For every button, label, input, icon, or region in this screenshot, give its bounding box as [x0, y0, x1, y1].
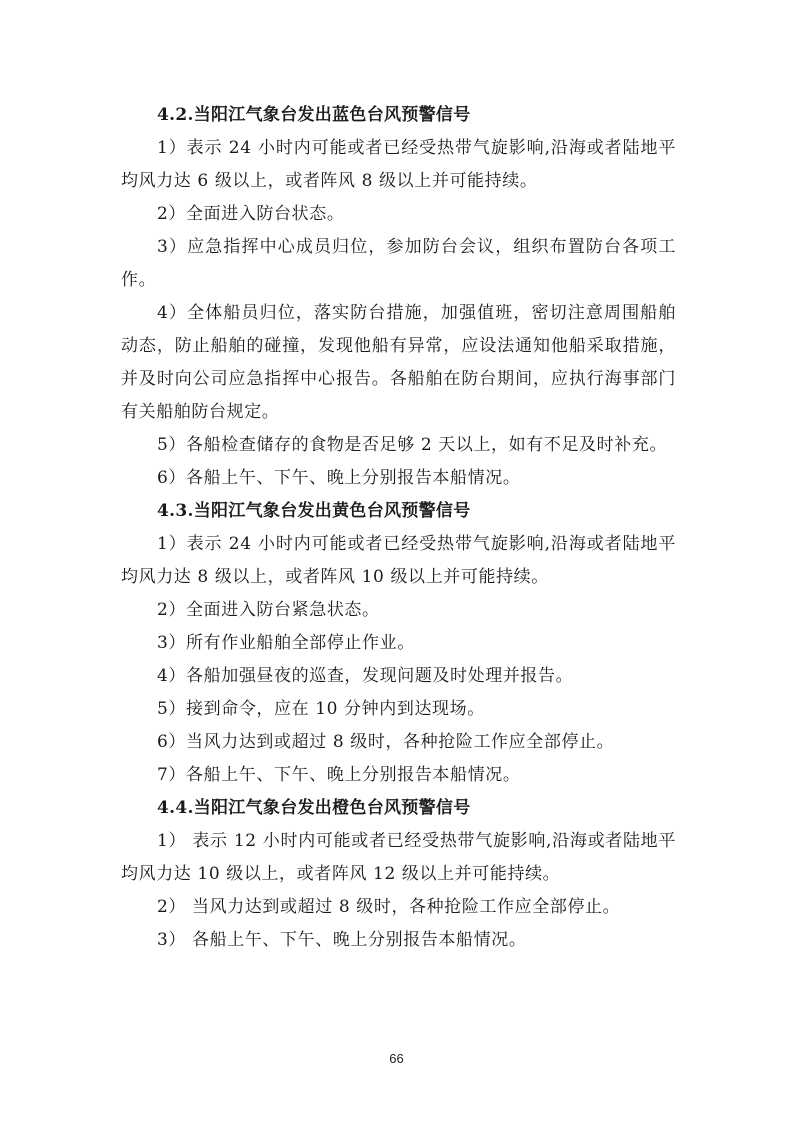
blue-item-2: 2）全面进入防台状态。 [157, 204, 345, 224]
section-heading-yellow: 4.3.当阳江气象台发出黄色台风预警信号 [157, 501, 471, 521]
orange-item-3: 3） 各船上午、下午、晚上分别报告本船情况。 [157, 930, 527, 950]
yellow-item-2: 2）全面进入防台紧急状态。 [157, 600, 380, 620]
yellow-item-6: 6）当风力达到或超过 8 级时，各种抢险工作应全部停止。 [157, 732, 615, 752]
yellow-item-7: 7）各船上午、下午、晚上分别报告本船情况。 [157, 765, 521, 785]
blue-item-1: 1）表示 24 小时内可能或者已经受热带气旋影响,沿海或者陆地平均风力达 6 级以上，或者阵风 8 级以上并可能持续。 [121, 138, 676, 191]
orange-item-2: 2） 当风力达到或超过 8 级时，各种抢险工作应全部停止。 [157, 897, 621, 917]
blue-item-4: 4）全体船员归位，落实防台措施，加强值班，密切注意周围船舶动态，防止船舶的碰撞，发现他船有异常，应设法通知他船采取措施，并及时向公司应急指挥中心报告。各船舶在防台期间，应执行海事部门有关船舶防台规定。 [121, 303, 676, 422]
orange-item-1: 1） 表示 12 小时内可能或者已经受热带气旋影响,沿海或者陆地平均风力达 10 级以上，或者阵风 12 级以上并可能持续。 [121, 831, 676, 884]
section-heading-blue: 4.2.当阳江气象台发出蓝色台风预警信号 [157, 105, 471, 125]
blue-item-5: 5）各船检查储存的食物是否足够 2 天以上，如有不足及时补充。 [157, 435, 668, 455]
document-body [121, 99, 676, 957]
blue-item-3: 3）应急指挥中心成员归位，参加防台会议，组织布置防台各项工作。 [121, 237, 676, 290]
yellow-item-5: 5）接到命令，应在 10 分钟内到达现场。 [157, 699, 485, 719]
blue-item-6: 6）各船上午、下午、晚上分别报告本船情况。 [157, 468, 521, 488]
page-number: 66 [389, 1051, 404, 1066]
yellow-item-3: 3）所有作业船舶全部停止作业。 [157, 633, 415, 653]
section-heading-orange: 4.4.当阳江气象台发出橙色台风预警信号 [157, 798, 471, 818]
yellow-item-4: 4）各船加强昼夜的巡查，发现问题及时处理并报告。 [157, 666, 574, 686]
yellow-item-1: 1）表示 24 小时内可能或者已经受热带气旋影响,沿海或者陆地平均风力达 8 级以上，或者阵风 10 级以上并可能持续。 [121, 534, 676, 587]
